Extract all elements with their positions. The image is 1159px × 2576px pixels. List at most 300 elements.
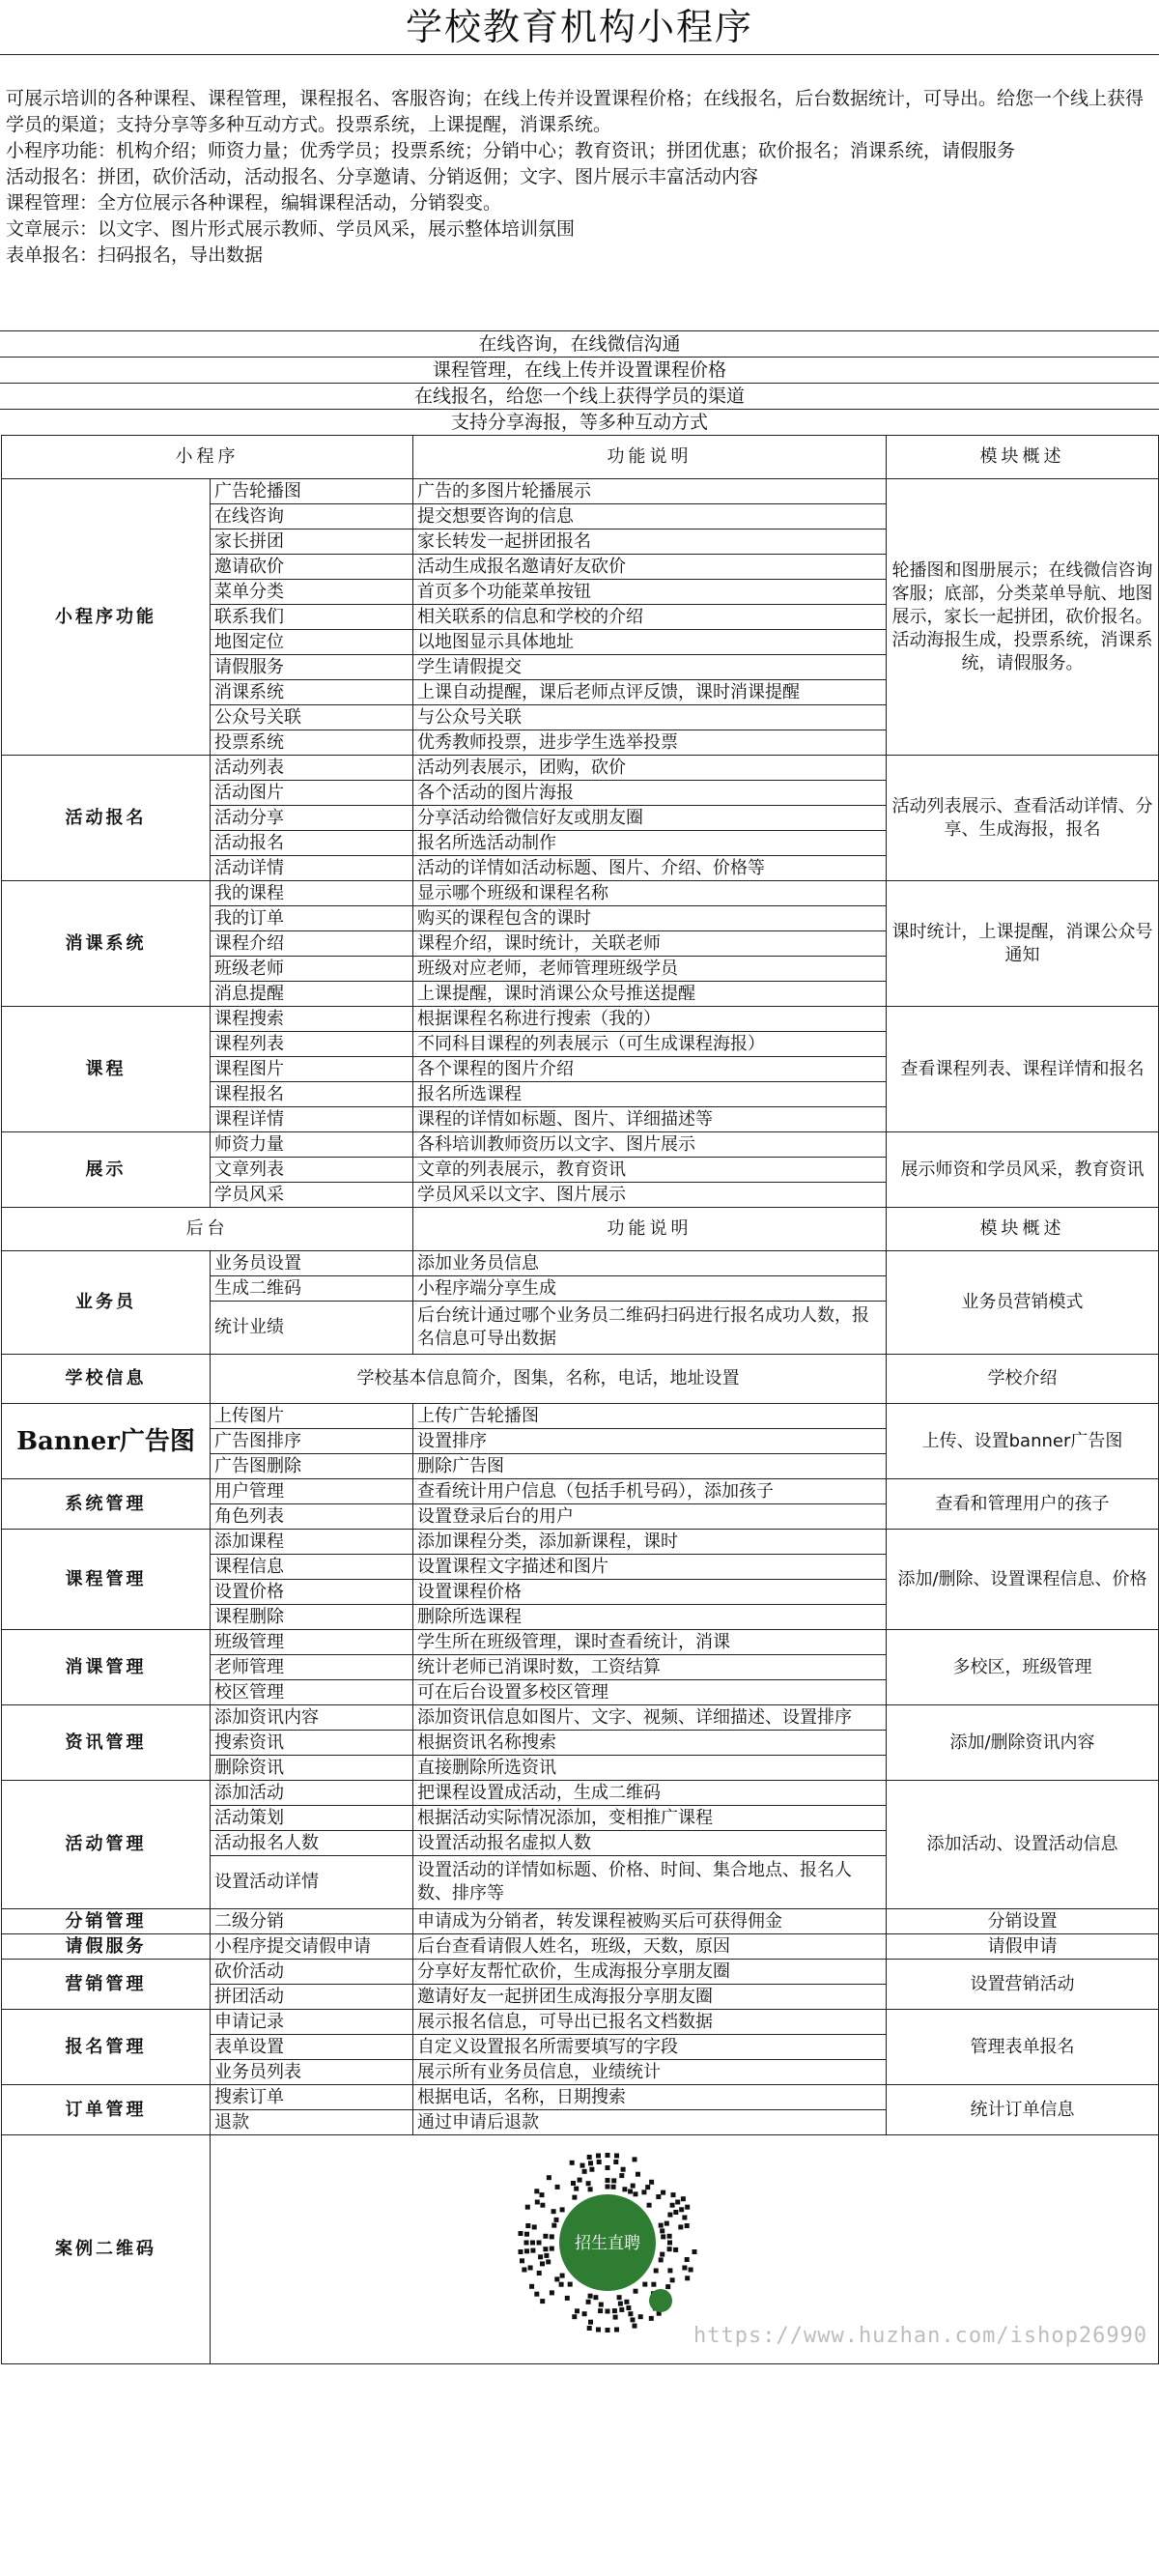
qr-dot [537,2241,542,2246]
feature-desc: 活动的详情如活动标题、图片、介绍、价格等 [413,856,887,881]
feature-desc: 设置活动的详情如标题、价格、时间、集合地点、报名人数、排序等 [413,1856,887,1909]
qr-dot [570,2161,575,2165]
module-overview: 查看和管理用户的孩子 [887,1479,1159,1530]
module-merged-desc: 学校基本信息简介，图集，名称，电话，地址设置 [211,1355,887,1404]
feature-name: 课程介绍 [211,931,413,957]
qr-dot [543,2234,548,2239]
qr-dot [582,2311,587,2316]
feature-desc: 课程的详情如标题、图片、详细描述等 [413,1107,887,1132]
feature-desc: 设置活动报名虚拟人数 [413,1831,887,1856]
feature-desc: 文章的列表展示，教育资讯 [413,1158,887,1183]
feature-desc: 添加业务员信息 [413,1251,887,1276]
module-name: 报名管理 [2,2010,211,2085]
qr-dot [619,2307,624,2312]
qr-dot [649,2180,654,2185]
feature-desc: 首页多个功能菜单按钮 [413,580,887,605]
qr-dot [551,2209,556,2214]
qr-dot [540,2299,545,2304]
feature-name: 邀请砍价 [211,555,413,580]
feature-desc: 学生所在班级管理，课时查看统计，消课 [413,1630,887,1655]
qr-dot [568,2282,573,2287]
overview-header: 模块概述 [887,1208,1159,1251]
feature-desc: 上课自动提醒，课后老师点评反馈，课时消课提醒 [413,680,887,705]
qr-dot [555,2185,560,2190]
module-name: 业务员 [2,1251,211,1355]
module-overview: 分销设置 [887,1909,1159,1934]
module-overview: 设置营销活动 [887,1960,1159,2010]
module-overview: 轮播图和图册展示；在线微信咨询客服；底部，分类菜单导航、地图展示，家长一起拼团，砍价报名。活动海报生成，投票系统，消课系统，请假服务。 [887,479,1159,756]
module-overview: 统计订单信息 [887,2085,1159,2135]
qr-dot [551,2223,556,2228]
qr-dot [589,2167,594,2172]
qr-dot [544,2253,549,2258]
qr-dot [659,2223,664,2228]
module-overview: 上传、设置banner广告图 [887,1404,1159,1479]
qr-dot [532,2224,537,2229]
feature-desc: 优秀教师投票，进步学生选举投票 [413,730,887,756]
module-name: 请假服务 [2,1934,211,1960]
qr-dot [580,2163,585,2168]
feature-desc: 购买的课程包含的课时 [413,906,887,931]
feature-name: 班级老师 [211,957,413,982]
feature-desc: 班级对应老师，老师管理班级学员 [413,957,887,982]
feature-name: 活动报名 [211,831,413,856]
feature-name: 活动报名人数 [211,1831,413,1856]
module-name: 消课系统 [2,881,211,1007]
qr-dot [633,2157,637,2161]
feature-desc: 广告的多图片轮播展示 [413,479,887,504]
qr-dot [519,2231,523,2236]
qr-dot [667,2268,672,2273]
qr-dot [656,2194,661,2199]
qr-dot [670,2277,675,2282]
qr-dot [606,2178,610,2183]
feature-desc: 删除广告图 [413,1454,887,1479]
qr-dot [519,2249,523,2254]
intro-text [0,55,1159,330]
qr-dot [606,2309,610,2314]
module-overview: 业务员营销模式 [887,1251,1159,1355]
banner-line: 支持分享海报，等多种互动方式 [0,409,1159,435]
qr-dot [534,2292,539,2297]
watermark-url: https://www.huzhan.com/ishop26990 [693,2324,1148,2348]
qr-dot [598,2308,603,2313]
feature-desc: 显示哪个班级和课程名称 [413,881,887,906]
qr-dot [560,2274,565,2278]
qr-dot [685,2223,690,2228]
qr-dot [599,2303,604,2307]
qr-dot [636,2172,640,2177]
feature-name: 在线咨询 [211,504,413,530]
qr-dot [528,2266,533,2271]
feature-name: 地图定位 [211,630,413,655]
feature-desc: 后台查看请假人姓名，班级，天数，原因 [413,1934,887,1960]
qr-dot [593,2295,598,2300]
feature-name: 设置活动详情 [211,1856,413,1909]
qr-dot [613,2315,618,2320]
qr-dot [586,2181,591,2186]
module-name: 小程序功能 [2,479,211,756]
qr-dot [631,2184,636,2189]
feature-desc: 根据活动实际情况添加，变相推广课程 [413,1806,887,1831]
qr-dot [554,2276,559,2281]
qr-dot [554,2218,559,2222]
feature-desc: 上传广告轮播图 [413,1404,887,1429]
qr-dot [578,2178,582,2183]
qr-dot [645,2185,650,2190]
feature-name: 上传图片 [211,1404,413,1429]
qr-dot [667,2213,672,2218]
qr-dot [667,2241,672,2246]
qr-dot [537,2271,542,2275]
intro-line: 小程序功能：机构介绍；师资力量；优秀学员；投票系统；分销中心；教育资讯；拼团优惠；砍价报名；消课系统，请假服务 [6,140,1016,161]
qr-dot [606,2165,610,2170]
feature-desc: 统计老师已消课时数，工资结算 [413,1655,887,1680]
qr-dot [524,2232,529,2237]
feature-desc: 不同科目课程的列表展示（可生成课程海报） [413,1032,887,1057]
feature-desc: 活动生成报名邀请好友砍价 [413,555,887,580]
qr-dot [538,2254,543,2259]
module-name: 课程 [2,1007,211,1132]
module-name: 活动管理 [2,1781,211,1909]
intro-line: 课程管理：全方位展示各种课程，编辑课程活动，分销裂变。 [6,192,502,214]
feature-name: 活动策划 [211,1806,413,1831]
feature-desc: 学员风采以文字、图片展示 [413,1183,887,1208]
qr-dot [681,2196,686,2201]
feature-name: 师资力量 [211,1132,413,1158]
qr-dot [522,2268,526,2273]
intro-line: 表单报名：扫码报名，导出数据 [6,244,264,266]
feature-name: 班级管理 [211,1630,413,1655]
feature-desc: 上课提醒，课时消课公众号推送提醒 [413,982,887,1007]
qr-dot [659,2257,664,2262]
feature-name: 广告图排序 [211,1429,413,1454]
function-header: 功能说明 [413,1208,887,1251]
qr-dot [611,2185,616,2190]
feature-name: 我的订单 [211,906,413,931]
feature-table [1,435,1159,2364]
qr-dot [520,2258,524,2263]
qr-dot [664,2221,669,2226]
module-overview: 查看课程列表、课程详情和报名 [887,1007,1159,1132]
feature-name: 业务员设置 [211,1251,413,1276]
qr-dot [660,2228,664,2233]
feature-name: 二级分销 [211,1909,413,1934]
qr-dot [606,2153,610,2158]
feature-name: 角色列表 [211,1504,413,1530]
overview-header: 模块概述 [887,436,1159,479]
qr-dot [550,2290,554,2295]
feature-desc: 删除所选课程 [413,1605,887,1630]
qr-dot [649,2316,654,2321]
qr-dot [572,2195,577,2200]
qr-dot [540,2261,545,2266]
feature-desc: 根据资讯名称搜索 [413,1731,887,1756]
qr-dot [588,2161,593,2165]
module-name: 消课管理 [2,1630,211,1705]
intro-line: 活动报名：拼团，砍价活动，活动报名、分享邀请、分销返佣；文字、图片展示丰富活动内容 [6,166,759,187]
qr-dot [651,2282,656,2287]
qr-cell [211,2135,1159,2364]
module-name: 课程管理 [2,1530,211,1630]
qr-dot [622,2187,627,2191]
module-name: 分销管理 [2,1909,211,1934]
qr-dot [678,2224,683,2229]
wechat-mini-program-icon [649,2289,672,2312]
module-overview: 添加/删除资讯内容 [887,1705,1159,1781]
qr-dot [634,2289,638,2294]
feature-name: 校区管理 [211,1680,413,1705]
qr-dot [606,2185,610,2190]
feature-desc: 报名所选活动制作 [413,831,887,856]
qr-dot [525,2223,530,2228]
qr-dot [525,2205,530,2210]
qr-dot [614,2328,619,2333]
module-name: Banner广告图 [2,1404,211,1479]
feature-name: 活动详情 [211,856,413,881]
qr-dot [693,2249,697,2254]
module-overview: 学校介绍 [887,1355,1159,1404]
feature-name: 课程搜索 [211,1007,413,1032]
feature-name: 砍价活动 [211,1960,413,1985]
feature-desc: 展示报名信息，可导出已报名文档数据 [413,2010,887,2035]
qr-dot [543,2247,548,2251]
section-header-back: 后台 [2,1208,413,1251]
qr-dot [572,2314,577,2319]
qr-dot [529,2284,534,2289]
feature-desc: 提交想要咨询的信息 [413,504,887,530]
banner-line: 在线咨询，在线微信沟通 [0,330,1159,357]
qr-dot [571,2181,576,2186]
module-name: 资讯管理 [2,1705,211,1781]
qr-dot [530,2241,535,2246]
qr-dot [619,2173,624,2178]
qr-dot [642,2282,647,2287]
intro-line: 文章展示：以文字、图片形式展示教师、学员风采，展示整体培训氛围 [6,218,576,240]
module-name: 营销管理 [2,1960,211,2010]
feature-desc: 添加资讯信息如图片、文字、视频、详细描述、设置排序 [413,1705,887,1731]
qr-dot [673,2210,678,2215]
feature-name: 拼团活动 [211,1985,413,2010]
qr-dot [524,2248,529,2253]
feature-name: 投票系统 [211,730,413,756]
qr-dot [582,2169,587,2174]
qr-dot [626,2305,631,2310]
feature-desc: 后台统计通过哪个业务员二维码扫码进行报名成功人数，报名信息可导出数据 [413,1302,887,1355]
qr-dot [559,2282,564,2287]
feature-name: 消课系统 [211,680,413,705]
feature-name: 课程信息 [211,1555,413,1580]
qr-dot [596,2154,601,2159]
feature-name: 表单设置 [211,2035,413,2060]
feature-desc: 可在后台设置多校区管理 [413,1680,887,1705]
qr-dot [621,2167,626,2172]
feature-name: 搜索资讯 [211,1731,413,1756]
qr-dot [550,2247,554,2251]
feature-name: 业务员列表 [211,2060,413,2085]
feature-desc: 以地图显示具体地址 [413,630,887,655]
qr-dot [634,2191,638,2196]
qr-dot [617,2295,622,2300]
module-overview: 添加活动、设置活动信息 [887,1781,1159,1909]
module-name: 订单管理 [2,2085,211,2135]
module-overview: 添加/删除、设置课程信息、价格 [887,1530,1159,1630]
feature-desc: 设置课程价格 [413,1580,887,1605]
qr-code-icon [516,2151,699,2334]
feature-name: 广告图删除 [211,1454,413,1479]
module-overview: 活动列表展示、查看活动详情、分享、生成海报，报名 [887,756,1159,881]
feature-name: 添加活动 [211,1781,413,1806]
page-title: 学校教育机构小程序 [0,0,1159,55]
qr-dot [682,2266,687,2271]
qr-dot [565,2296,570,2301]
feature-desc: 分享好友帮忙砍价，生成海报分享朋友圈 [413,1960,887,1985]
qr-dot [534,2189,539,2193]
feature-desc: 家长转发一起拼团报名 [413,530,887,555]
qr-label: 案例二维码 [2,2135,211,2364]
feature-name: 删除资讯 [211,1756,413,1781]
qr-dot [614,2154,619,2159]
feature-name: 搜索订单 [211,2085,413,2110]
feature-name: 用户管理 [211,1479,413,1504]
qr-dot [588,2320,593,2325]
module-name: 系统管理 [2,1479,211,1530]
feature-desc: 邀请好友一起拼团生成海报分享朋友圈 [413,1985,887,2010]
feature-name: 统计业绩 [211,1302,413,1355]
qr-dot [575,2308,580,2313]
feature-name: 我的课程 [211,881,413,906]
feature-name: 老师管理 [211,1655,413,1680]
feature-desc: 把课程设置成活动，生成二维码 [413,1781,887,1806]
qr-dot [612,2308,617,2313]
feature-desc: 与公众号关联 [413,705,887,730]
feature-name: 申请记录 [211,2010,413,2035]
feature-desc: 通过申请后退款 [413,2110,887,2135]
feature-desc: 报名所选课程 [413,1082,887,1107]
qr-dot [574,2187,579,2191]
qr-dot [638,2314,643,2319]
feature-desc: 相关联系的信息和学校的介绍 [413,605,887,630]
qr-dot [587,2155,592,2160]
feature-name: 公众号关联 [211,705,413,730]
feature-desc: 设置排序 [413,1429,887,1454]
feature-name: 小程序提交请假申请 [211,1934,413,1960]
qr-dot [524,2241,529,2246]
qr-dot [689,2268,693,2273]
qr-caption: 招生直聘 [575,2234,640,2253]
feature-desc: 展示所有业务员信息，业绩统计 [413,2060,887,2085]
qr-dot [661,2190,665,2195]
qr-dot [633,2324,637,2329]
qr-dot [587,2326,592,2331]
feature-desc: 直接删除所选资讯 [413,1756,887,1781]
module-overview: 展示师资和学员风采，教育资讯 [887,1132,1159,1208]
qr-dot [675,2200,680,2205]
qr-dot [631,2317,636,2322]
feature-banner [0,330,1159,435]
qr-dot [596,2328,601,2333]
feature-name: 消息提醒 [211,982,413,1007]
feature-desc: 学生请假提交 [413,655,887,680]
feature-name: 退款 [211,2110,413,2135]
qr-dot [673,2247,678,2252]
feature-desc: 各科培训教师资历以文字、图片展示 [413,1132,887,1158]
qr-dot [685,2275,690,2280]
qr-dot [588,2294,593,2299]
feature-desc: 根据课程名称进行搜索（我的） [413,1007,887,1032]
banner-line: 课程管理，在线上传并设置课程价格 [0,357,1159,383]
module-name: 活动报名 [2,756,211,881]
feature-name: 活动分享 [211,806,413,831]
qr-dot [647,2203,652,2208]
qr-dot [606,2328,610,2333]
feature-name: 课程报名 [211,1082,413,1107]
qr-dot [670,2203,675,2208]
qr-dot [628,2190,633,2194]
qr-dot [660,2252,664,2257]
module-name: 学校信息 [2,1355,211,1404]
module-overview: 请假申请 [887,1934,1159,1960]
feature-name: 添加资讯内容 [211,1705,413,1731]
feature-desc: 设置课程文字描述和图片 [413,1555,887,1580]
feature-desc: 申请成为分销者，转发课程被购买后可获得佣金 [413,1909,887,1934]
qr-dot [613,2160,618,2164]
feature-desc: 活动列表展示，团购，砍价 [413,756,887,781]
feature-desc: 设置登录后台的用户 [413,1504,887,1530]
intro-line: 可展示培训的各种课程、课程管理，课程报名、客服咨询；在线上传并设置课程价格；在线报名，后台数据统计，可导出。给您一个线上获得学员的渠道；支持分享等多种互动方式。投票系统，上课提醒，消课系统。 [6,88,1145,135]
feature-name: 广告轮播图 [211,479,413,504]
feature-name: 文章列表 [211,1158,413,1183]
banner-line: 在线报名，给您一个线上获得学员的渠道 [0,383,1159,409]
function-header: 功能说明 [413,436,887,479]
module-overview: 课时统计，上课提醒，消课公众号通知 [887,881,1159,1007]
qr-dot [611,2178,616,2183]
qr-dot [654,2269,659,2274]
module-overview: 管理表单报名 [887,2010,1159,2085]
feature-name: 添加课程 [211,1530,413,1555]
feature-desc: 查看统计用户信息（包括手机号码），添加孩子 [413,1479,887,1504]
module-name: 展示 [2,1132,211,1208]
qr-dot [667,2247,672,2251]
qr-dot [641,2190,646,2194]
qr-dot [535,2200,540,2205]
feature-name: 活动图片 [211,781,413,806]
qr-dot [628,2311,633,2316]
feature-name: 生成二维码 [211,1276,413,1302]
qr-dot [685,2205,690,2210]
feature-desc: 课程介绍，课时统计，关联老师 [413,931,887,957]
qr-dot [682,2216,687,2220]
feature-name: 学员风采 [211,1183,413,1208]
qr-dot [665,2284,670,2289]
qr-dot [540,2203,545,2208]
feature-name: 课程删除 [211,1605,413,1630]
qr-dot [685,2257,690,2262]
qr-dot [624,2300,629,2304]
feature-name: 课程列表 [211,1032,413,1057]
qr-dot [679,2207,684,2212]
feature-desc: 添加课程分类，添加新课程，课时 [413,1530,887,1555]
feature-name: 联系我们 [211,605,413,630]
qr-dot [530,2248,535,2253]
qr-dot [667,2234,672,2239]
feature-name: 菜单分类 [211,580,413,605]
qr-dot [671,2192,676,2197]
qr-dot [547,2175,551,2180]
qr-dot [546,2259,551,2264]
feature-desc: 各个活动的图片海报 [413,781,887,806]
qr-dot [618,2302,623,2306]
